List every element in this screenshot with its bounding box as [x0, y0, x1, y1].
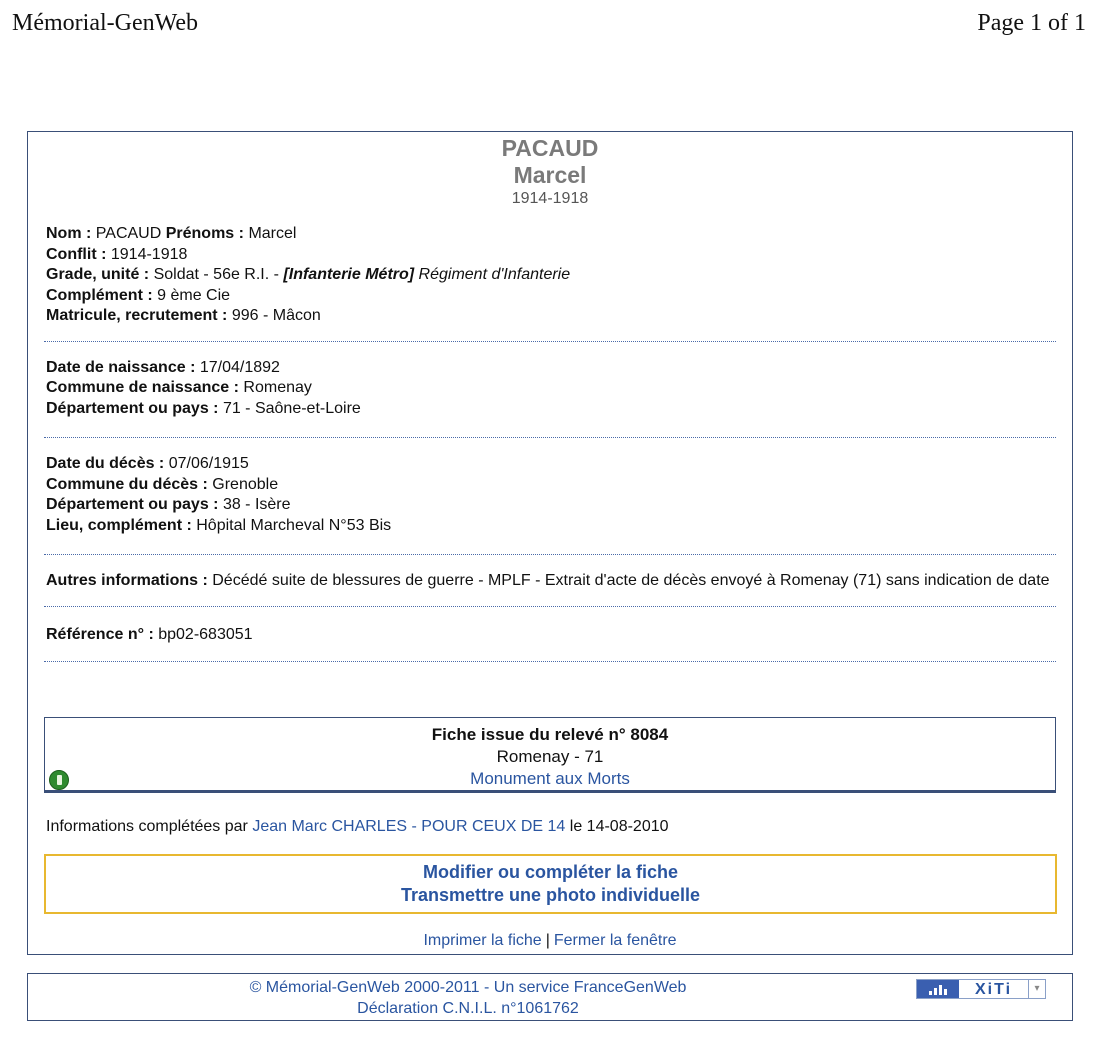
- person-given-name: Marcel: [513, 162, 587, 188]
- person-surname: PACAUD: [501, 135, 599, 161]
- source-monument-link[interactable]: Monument aux Morts: [470, 769, 630, 788]
- other-info-row: [46, 571, 1056, 592]
- reference-section: [44, 607, 1056, 663]
- other-info-section: [44, 555, 1056, 607]
- bottom-links: [28, 932, 1072, 950]
- footer-cnil[interactable]: Déclaration C.N.I.L. n°1061762: [357, 1000, 579, 1017]
- reference-value: bp02-683051: [158, 625, 253, 643]
- footer-lines: [28, 977, 908, 1019]
- death-commune-row: [46, 475, 1056, 496]
- complement-label: Complément :: [46, 286, 153, 304]
- death-lieu-row: [46, 516, 1056, 537]
- record-card: [27, 131, 1073, 955]
- death-date-row: [46, 454, 1056, 475]
- conflit-value: 1914-1918: [110, 245, 188, 263]
- death-dept-row: [46, 495, 1056, 516]
- complement-row: [46, 286, 1056, 307]
- birth-section: [44, 342, 1056, 439]
- identity-section: [44, 210, 1056, 342]
- matricule-row: [46, 306, 1056, 327]
- birth-dept-value: 71 - Saône-et-Loire: [222, 399, 361, 417]
- death-dept-value: 38 - Isère: [222, 496, 291, 513]
- death-dept-label: Département ou pays :: [46, 496, 219, 513]
- conflit-row: [46, 245, 1056, 266]
- grade-row: [46, 265, 1056, 286]
- xiti-label: XiTi: [974, 980, 1013, 998]
- close-window-link[interactable]: Fermer la fenêtre: [553, 932, 677, 949]
- info-icon[interactable]: [49, 770, 69, 790]
- nom-row: [46, 224, 1056, 245]
- person-heading: [28, 132, 1072, 210]
- source-place: Romenay - 71: [496, 747, 604, 766]
- dropdown-icon: ▾: [1028, 980, 1045, 998]
- completed-author-link[interactable]: Jean Marc CHARLES - POUR CEUX DE 14: [252, 818, 566, 835]
- death-section: [44, 438, 1056, 555]
- complement-value: 9 ème Cie: [157, 286, 231, 304]
- link-separator: |: [545, 932, 550, 949]
- death-date-label: Date du décès :: [46, 455, 165, 472]
- death-commune-label: Commune du décès :: [46, 475, 208, 493]
- death-date-value: 07/06/1915: [168, 455, 249, 472]
- footer-copyright[interactable]: © Mémorial-GenWeb 2000-2011 - Un service FranceGenWeb: [249, 979, 687, 996]
- birth-commune-row: [46, 378, 1056, 399]
- grade-value: Soldat - 56e R.I. -: [153, 266, 279, 283]
- death-commune-value: Grenoble: [212, 475, 279, 493]
- reference-row: [46, 625, 1056, 646]
- completed-by: [46, 818, 669, 836]
- conflit-label: Conflit :: [46, 245, 107, 263]
- nom-value: PACAUD: [95, 225, 162, 242]
- matricule-label: Matricule, recrutement :: [46, 307, 228, 324]
- birth-commune-value: Romenay: [243, 379, 312, 396]
- nom-label: Nom :: [46, 225, 92, 242]
- birth-dept-row: [46, 399, 1056, 420]
- xiti-badge[interactable]: [916, 979, 1046, 999]
- send-photo-link[interactable]: Transmettre une photo individuelle: [400, 885, 701, 905]
- death-lieu-value: Hôpital Marcheval N°53 Bis: [196, 516, 392, 534]
- other-info-label: Autres informations :: [46, 572, 208, 589]
- print-link[interactable]: Imprimer la fiche: [423, 932, 542, 949]
- birth-date-label: Date de naissance :: [46, 358, 196, 376]
- prenoms-label: Prénoms :: [165, 225, 244, 242]
- person-period: 1914-1918: [511, 190, 589, 207]
- source-title: Fiche issue du relevé n° 8084: [431, 725, 669, 744]
- other-info-value: Décédé suite de blessures de guerre - MPLF - Extrait d'acte de décès envoyé à Romenay (71) sans indication de date: [212, 572, 1050, 589]
- prenoms-value: Marcel: [248, 225, 297, 242]
- page-indicator: Page 1 of 1: [977, 10, 1086, 36]
- birth-commune-label: Commune de naissance :: [46, 379, 239, 396]
- source-box: [44, 717, 1056, 793]
- birth-dept-label: Département ou pays :: [46, 399, 219, 417]
- matricule-value: 996 - Mâcon: [231, 307, 321, 324]
- death-lieu-label: Lieu, complément :: [46, 516, 192, 534]
- footer: [27, 973, 1073, 1021]
- grade-label: Grade, unité :: [46, 266, 150, 283]
- grade-unit-bold: [Infanterie Métro]: [283, 266, 415, 283]
- grade-unit-text: Régiment d'Infanterie: [418, 266, 571, 283]
- edit-actions-box: [44, 854, 1057, 914]
- edit-record-link[interactable]: Modifier ou compléter la fiche: [422, 862, 679, 882]
- site-title: Mémorial-GenWeb: [12, 10, 198, 36]
- completed-prefix: Informations complétées par: [46, 818, 248, 835]
- print-header: [12, 10, 1086, 37]
- reference-label: Référence n° :: [46, 625, 154, 643]
- birth-date-row: [46, 358, 1056, 379]
- birth-date-value: 17/04/1892: [199, 358, 280, 376]
- bar-chart-icon: [917, 980, 959, 998]
- completed-suffix: le 14-08-2010: [569, 818, 669, 835]
